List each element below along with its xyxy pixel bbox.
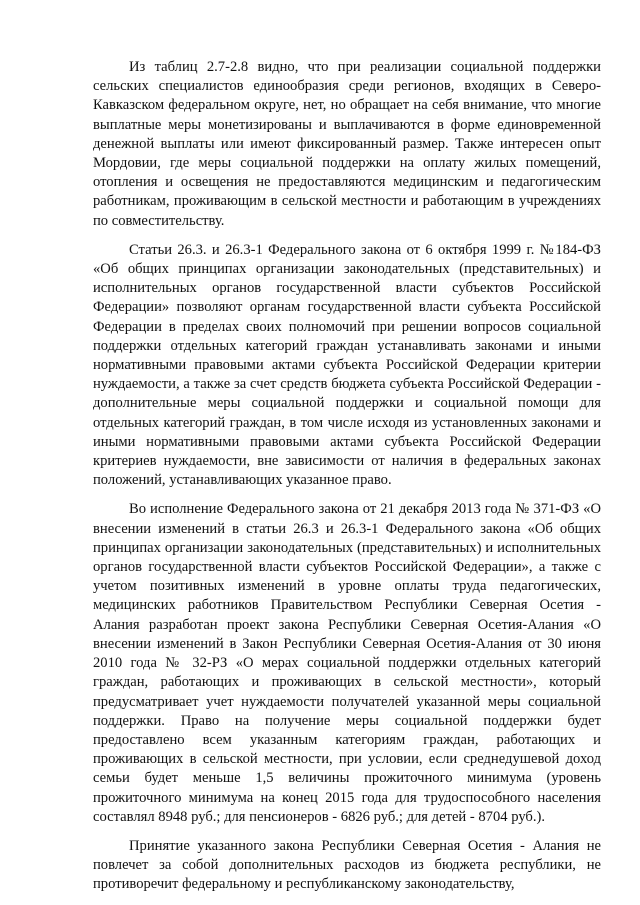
paragraph-federal-law-184: Статьи 26.3. и 26.3-1 Федерального закона от 6 октября 1999 г. №184-ФЗ «Об общих принципах организации законодательных (представительных) и исполнительных органов государственной власти субъектов Российской Федерации» позволяют органам государственной власти субъекта Российской Федерации в пределах своих полномочий при решении вопросов социальной поддержки отдельных категорий граждан устанавливать законами и иными нормативными правовыми актами субъекта Российской Федерации критерии нуждаемости, а также за счет средств бюджета субъекта Российской Федерации - дополнительные меры социальной поддержки и социальной помощи для отдельных категорий граждан, в том числе исходя из установленных законами и иными нормативными правовыми актами субъекта Российской Федерации критериев нуждаемости, вне зависимости от наличия в федеральных законах положений, устанавливающих указанное право.	[93, 241, 601, 489]
paragraph-law-adoption: Принятие указанного закона Республики Северная Осетия - Алания не повлечет за собой дополнительных расходов из бюджета республики, не противоречит федеральному и республиканскому законодательству,	[93, 837, 601, 893]
paragraph-regional-support: Из таблиц 2.7-2.8 видно, что при реализации социальной поддержки сельских специалистов единообразия среди регионов, входящих в Северо-Кавказском федеральном округе, нет, но обращает на себя внимание, что многие выплатные меры монетизированы и выплачиваются в форме единовременной денежной выплаты или имеют фиксированный размер. Также интересен опыт Мордовии, где меры социальной поддержки на оплату жилых помещений, отопления и освещения не предоставляются медицинским и педагогическим работникам, проживающим в сельской местности и работающим в учреждениях по совместительству.	[93, 59, 601, 229]
document-page	[93, 58, 601, 905]
paragraph-federal-law-371: Во исполнение Федерального закона от 21 декабря 2013 года № 371-ФЗ «О внесении изменений в статьи 26.3 и 26.3-1 Федерального закона «Об общих принципах организации законодательных (представительных) и исполнительных органов государственной власти субъектов Российской Федерации», а также с учетом позитивных изменений в уровне оплаты труда педагогических, медицинских работников Правительством Республики Северная Осетия - Алания разработан проект закона Республики Северная Осетия-Алания «О внесении изменений в Закон Республики Северная Осетия-Алания от 30 июня 2010 года № 32-РЗ «О мерах социальной поддержки отдельных категорий граждан, работающих и проживающих в сельской местности», который предусматривает учет нуждаемости получателей указанной меры социальной поддержки. Право на получение меры социальной поддержки будет предоставлено всем указанным категориям граждан, работающих и проживающих в сельской местности, при условии, если среднедушевой доход семьи будет меньше 1,5 величины прожиточного минимума (уровень прожиточного минимума на конец 2015 года для трудоспособного населения составлял 8948 руб.; для пенсионеров - 6826 руб.; для детей - 8704 руб.).	[93, 501, 601, 825]
